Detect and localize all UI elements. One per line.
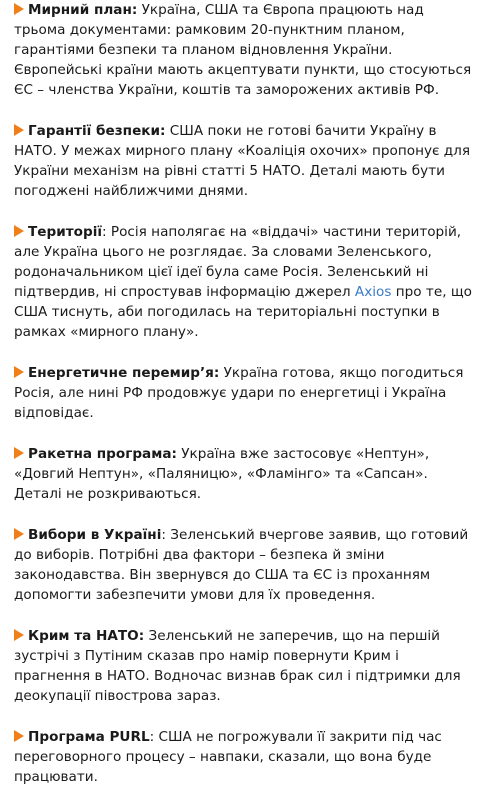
item-text: Україна готова, якщо погодиться Росія, але нині РФ продовжує удари по енергетиці і Україна відповідає. — [14, 365, 464, 421]
item-text: США поки не готові бачити Україну в НАТО. У межах мирного плану «Коаліція охочих» пропонує для України механізм на рівні статті 5 НАТО. Деталі мають бути погоджені найближчими днями. — [14, 123, 471, 199]
item-text: : Росія наполягає на «віддачі» частини територій, але Україна цього не розглядає. За словами Зеленського, родоначальником цієї ідеї була саме Росія. Зеленський ні підтвердив, ні спростував інформацію джерел — [14, 224, 462, 300]
item-label: Програма PURL — [28, 729, 150, 745]
axios-link[interactable]: Axios — [354, 284, 392, 300]
item-text-continued: про те, що США тиснуть, аби погодилась на територіальні поступки в рамках «мирного плану». — [14, 284, 472, 340]
list-item-security-guarantees — [14, 121, 477, 201]
orange-triangle-right-icon — [14, 124, 24, 136]
item-label: Енергетичне перемир’я: — [28, 365, 220, 381]
list-item-purl-program — [14, 727, 477, 787]
orange-triangle-right-icon — [14, 225, 24, 237]
orange-triangle-right-icon — [14, 3, 24, 15]
item-label: Вибори в Україні — [28, 527, 162, 543]
item-label: Ракетна програма: — [28, 446, 177, 462]
item-label: Мирний план: — [28, 2, 138, 18]
item-text: Зеленський не заперечив, що на першій зустрічі з Путіним сказав про намір повернути Крим і прагнення в НАТО. Водночас визнав брак сил і підтримки для деокупації півострова зараз. — [14, 628, 461, 704]
orange-triangle-right-icon — [14, 730, 24, 742]
item-label: Крим та НАТО: — [28, 628, 145, 644]
list-item-territories — [14, 222, 477, 342]
orange-triangle-right-icon — [14, 629, 24, 641]
item-label: Території — [28, 224, 103, 240]
list-item-missile-program — [14, 444, 477, 504]
item-text: : Зеленський вчергове заявив, що готовий до виборів. Потрібні два фактори – безпека й зміни законодавства. Він звернувся до США та ЄС із проханням допомогти забезпечити умови для їх проведення. — [14, 527, 469, 603]
item-label: Гарантії безпеки: — [28, 123, 166, 139]
list-item-peace-plan — [14, 0, 477, 100]
list-item-crimea-nato — [14, 626, 477, 706]
orange-triangle-right-icon — [14, 366, 24, 378]
orange-triangle-right-icon — [14, 528, 24, 540]
list-item-elections — [14, 525, 477, 605]
list-item-energy-truce — [14, 363, 477, 423]
item-text: Україна, США та Європа працюють над трьома документами: рамковим 20-пунктним планом, гарантіями безпеки та планом відновлення України. Європейські країни мають акцептувати пункти, що стосуються ЄС – членства України, коштів та заморожених активів РФ. — [14, 2, 472, 98]
item-text: : США не погрожували її закрити під час переговорного процесу – навпаки, сказали, що вона буде працювати. — [14, 729, 442, 785]
orange-triangle-right-icon — [14, 447, 24, 459]
item-text: Україна вже застосовує «Нептун», «Довгий Нептун», «Паляницю», «Фламінго» та «Сапсан». Деталі не розкриваються. — [14, 446, 430, 502]
